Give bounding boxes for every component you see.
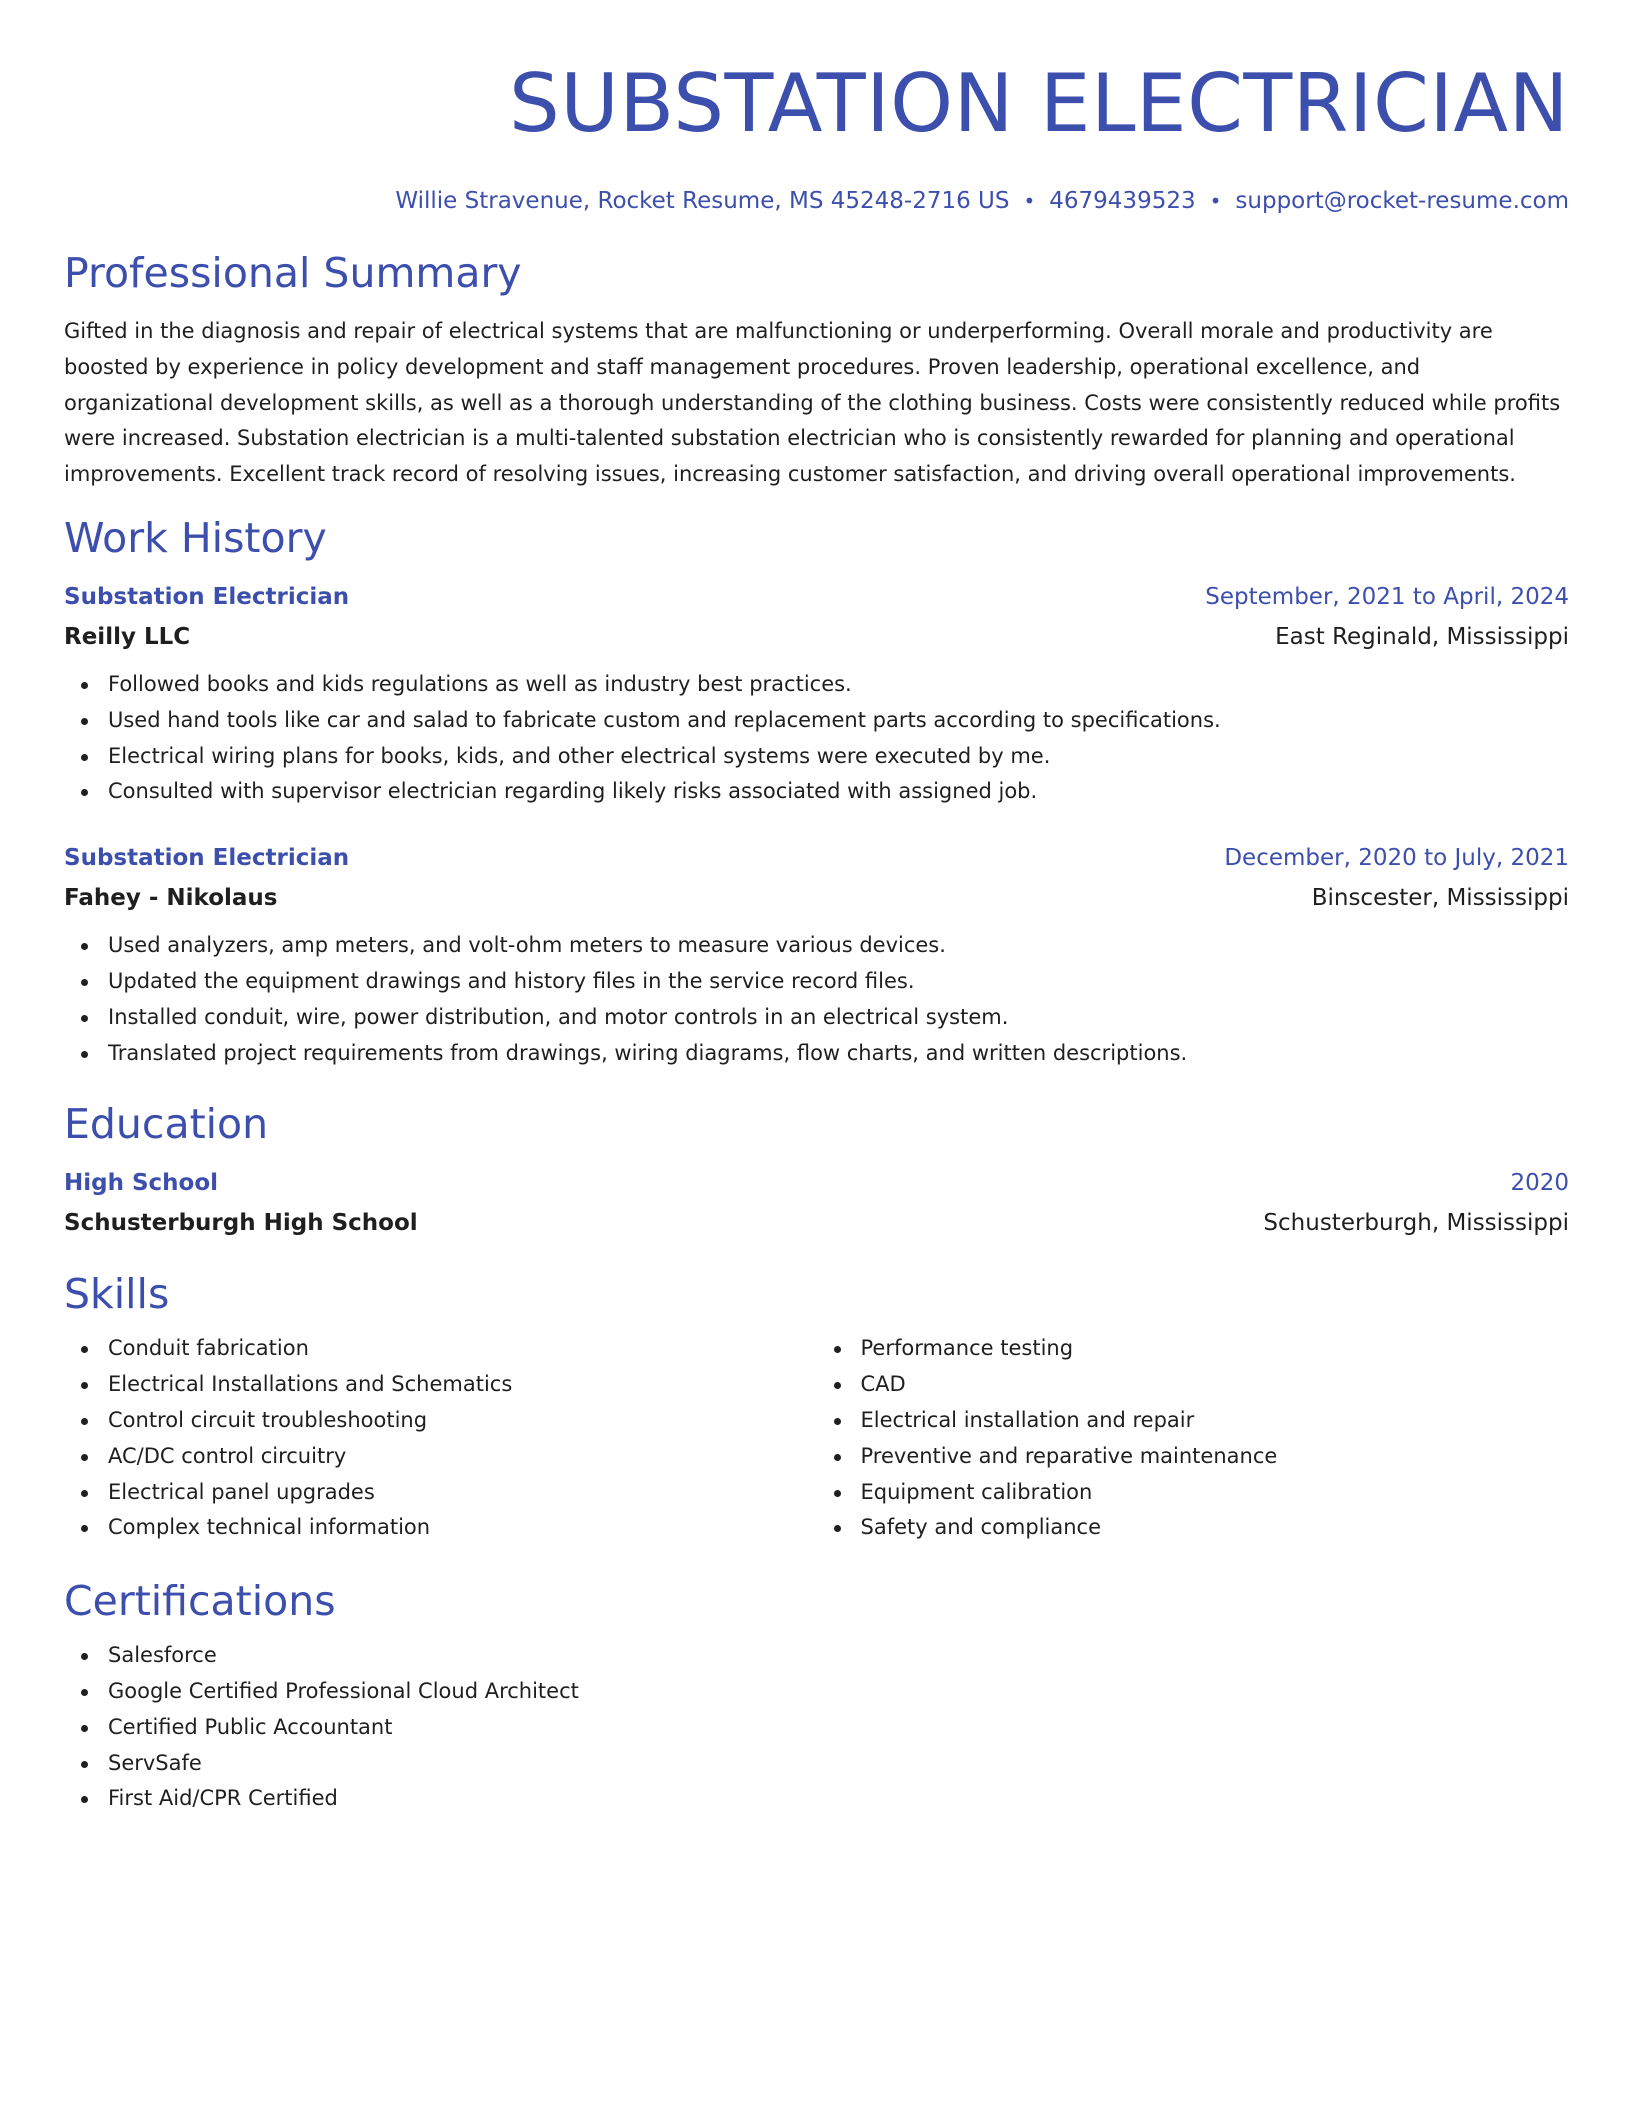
skill-item: AC/DC control circuitry [108,1439,817,1475]
certifications-heading: Certifications [64,1577,336,1626]
skill-item: Safety and compliance [861,1510,1570,1546]
contact-phone: 4679439523 [1049,188,1196,214]
resume-title: SUBSTATION ELECTRICIAN [508,57,1569,150]
skills-list-left [64,1331,817,1546]
skill-item: Conduit fabrication [108,1331,817,1367]
job-title: Substation Electrician [64,583,350,610]
work-history-heading: Work History [64,513,327,562]
bullet-item: Electrical wiring plans for books, kids, and other electrical systems were executed by me. [108,739,1569,775]
job-dates: December, 2020 to July, 2021 [1224,845,1569,872]
skill-item: Electrical installation and repair [861,1403,1570,1439]
certification-item: Certified Public Accountant [108,1710,1569,1746]
job-title: Substation Electrician [64,845,350,872]
job-title-row [64,842,1569,874]
skill-item: Performance testing [861,1331,1570,1367]
bullet-item: Followed books and kids regulations as well as industry best practices. [108,667,1569,703]
certification-item: Google Certified Professional Cloud Architect [108,1674,1569,1710]
skill-item: Preventive and reparative maintenance [861,1439,1570,1475]
certification-item: Salesforce [108,1638,1569,1674]
summary-text: Gifted in the diagnosis and repair of electrical systems that are malfunctioning or underperforming. Overall morale and productivity are boosted by experience in policy development and staff management procedures. Proven leadership, operational excellence, and organizational development skills, as well as a thorough understanding of the clothing business. Costs were consistently reduced while profits were increased. Substation electrician is a multi-talented substation electrician who is consistently rewarded for planning and operational improvements. Excellent track record of resolving issues, increasing customer satisfaction, and driving overall operational improvements. [64,319,1561,487]
certification-item: First Aid/CPR Certified [108,1781,1569,1817]
education-school-row [64,1207,1569,1239]
bullet-item: Translated project requirements from drawings, wiring diagrams, flow charts, and written descriptions. [108,1036,1569,1072]
bullet-item: Consulted with supervisor electrician regarding likely risks associated with assigned job. [108,774,1569,810]
company-row [64,621,1569,653]
education-location: Schusterburgh, Mississippi [1263,1210,1569,1237]
summary-heading: Professional Summary [64,249,522,297]
skill-item: Electrical panel upgrades [108,1475,817,1511]
skill-item: Complex technical information [108,1510,817,1546]
skill-item: Control circuit troubleshooting [108,1403,817,1439]
job-location: East Reginald, Mississippi [1275,623,1569,650]
skill-item: Electrical Installations and Schematics [108,1367,817,1403]
company-name: Fahey - Nikolaus [64,885,278,912]
education-entry [64,1167,1569,1239]
certifications-list [64,1638,1569,1817]
bullet-item: Used analyzers, amp meters, and volt-ohm meters to measure various devices. [108,928,1569,964]
company-name: Reilly LLC [64,623,191,650]
skills-list-right [817,1331,1570,1546]
skill-item: CAD [861,1367,1570,1403]
certification-item: ServSafe [108,1746,1569,1782]
company-row [64,882,1569,914]
education-year: 2020 [1510,1170,1569,1197]
job-bullets [64,928,1569,1071]
job-location: Binscester, Mississippi [1311,885,1569,912]
education-degree-row [64,1167,1569,1199]
bullet-item: Installed conduit, wire, power distribution, and motor controls in an electrical system. [108,1000,1569,1036]
bullet-item: Used hand tools like car and salad to fabricate custom and replacement parts according to specifications. [108,703,1569,739]
job-dates: September, 2021 to April, 2024 [1205,583,1569,610]
education-heading: Education [64,1100,269,1149]
job-entry [64,581,1569,810]
bullet-item: Updated the equipment drawings and history files in the service record files. [108,964,1569,1000]
contact-separator: • [1209,189,1222,213]
contact-address: Willie Stravenue, Rocket Resume, MS 45248-2716 US [395,188,1010,214]
education-school: Schusterburgh High School [64,1210,418,1237]
skill-item: Equipment calibration [861,1475,1570,1511]
contact-email: support@rocket-resume.com [1235,188,1569,214]
contact-separator: • [1023,189,1036,213]
skills-columns [64,1319,1569,1546]
education-degree: High School [64,1170,219,1197]
job-title-row [64,581,1569,613]
contact-line [64,186,1569,216]
job-bullets [64,667,1569,810]
job-entry [64,842,1569,1071]
skills-heading: Skills [64,1270,170,1319]
